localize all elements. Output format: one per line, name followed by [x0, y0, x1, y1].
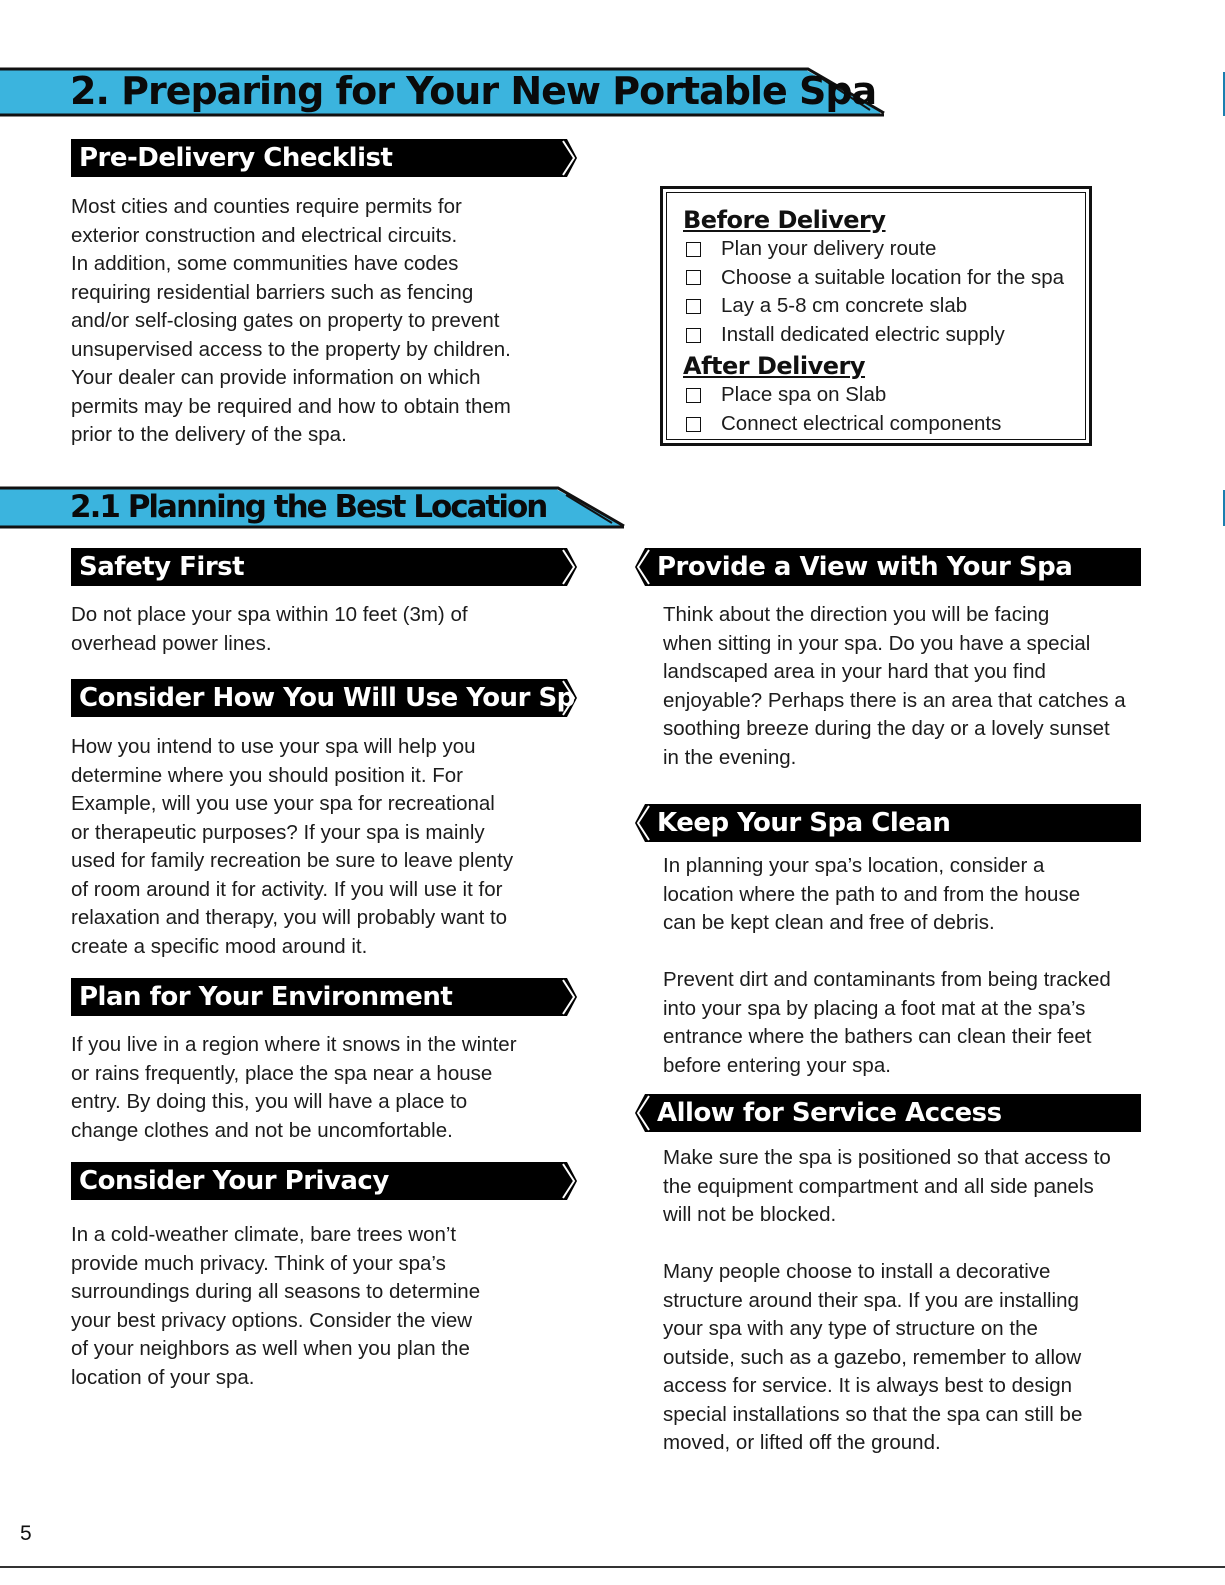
- checklist-item[interactable]: Install dedicated electric supply: [683, 321, 1085, 350]
- environment-text: If you live in a region where it snows in the winter or rains frequently, place the spa near a house entry. By doing this, you will have a place to change clothes and not be uncomfortable.: [71, 1033, 517, 1142]
- delivery-checklist-box: [660, 186, 1092, 446]
- checkbox-icon[interactable]: [686, 417, 701, 432]
- privacy-header: [71, 1162, 581, 1200]
- before-delivery-title: Before Delivery: [683, 206, 886, 234]
- checkbox-icon[interactable]: [686, 270, 701, 285]
- privacy-text: In a cold-weather climate, bare trees won’t provide much privacy. Think of your spa’s surroundings during all seasons to determine your best privacy options. Consider the view of your neighbors as well when you plan the location of your spa.: [71, 1223, 481, 1389]
- subsection-title: 2.1 Planning the Best Location: [70, 489, 547, 525]
- pre-delivery-title: Pre-Delivery Checklist: [79, 143, 393, 173]
- checklist-item[interactable]: Lay a 5-8 cm concrete slab: [683, 292, 1085, 321]
- section-banner: [0, 66, 890, 118]
- environment-title: Plan for Your Environment: [79, 982, 453, 1012]
- view-title: Provide a View with Your Spa: [657, 552, 1073, 582]
- pre-delivery-text: Most cities and counties require permits for exterior construction and electrical circuits. In addition, some communities have codes requiring residential barriers such as fencing and/or self-closing gates on property to prevent unsupervised access to the property by children. Your dealer can provide information on which permits may be required and how to obtain them prior to the delivery of the spa.: [71, 195, 511, 446]
- checkbox-icon[interactable]: [686, 388, 701, 403]
- safety-header: [71, 548, 581, 586]
- clean-title: Keep Your Spa Clean: [657, 808, 951, 838]
- service-title: Allow for Service Access: [657, 1098, 1002, 1128]
- after-delivery-title: After Delivery: [683, 352, 866, 381]
- checklist-item[interactable]: Choose a suitable location for the spa: [683, 264, 1085, 293]
- checkbox-icon[interactable]: [686, 242, 701, 257]
- use-text: How you intend to use your spa will help you determine where you should position it. For Example, will you use your spa for recreational or therapeutic purposes? If your spa is mainly used for family recreation be sure to leave plenty of room around it for activity. If you will use it for relaxation and therapy, you will probably want to create a specific mood around it.: [71, 735, 514, 958]
- checklist-item[interactable]: Plan your delivery route: [683, 235, 1085, 264]
- subsection-banner: [0, 485, 630, 530]
- checkbox-icon[interactable]: [686, 328, 701, 343]
- environment-header: [71, 978, 581, 1016]
- clean-text: In planning your spa’s location, consider a location where the path to and from the house can be kept clean and free of debris. Prevent dirt and contaminants from being tracked into your spa by placing a foot mat at the spa’s entrance where the bathers can clean their feet before entering your spa.: [663, 854, 1111, 1077]
- service-header: [633, 1094, 1141, 1132]
- checkbox-icon[interactable]: [686, 299, 701, 314]
- pre-delivery-header: [71, 139, 581, 177]
- use-title: Consider How You Will Use Your Spa: [79, 683, 592, 713]
- safety-title: Safety First: [79, 552, 245, 582]
- checklist-item[interactable]: Connect electrical components: [683, 410, 1085, 439]
- page-number: 5: [20, 1522, 32, 1545]
- bottom-rule: [0, 1566, 1225, 1568]
- service-text: Make sure the spa is positioned so that access to the equipment compartment and all side panels will not be blocked. Many people choose to install a decorative structure around their spa. If you are installing your spa with any type of structure on the outside, such as a gazebo, remember to allow access for service. It is always best to design special installations so that the spa can still be moved, or lifted off the ground.: [663, 1146, 1111, 1454]
- view-text: Think about the direction you will be facing when sitting in your spa. Do you have a special landscaped area in your hard that you find enjoyable? Perhaps there is an area that catches a soothing breeze during the day or a lovely sunset in the evening.: [663, 603, 1126, 769]
- checklist-item[interactable]: Place spa on Slab: [683, 381, 1085, 410]
- section-title: 2. Preparing for Your New Portable Spa: [70, 69, 877, 113]
- privacy-title: Consider Your Privacy: [79, 1166, 389, 1196]
- view-header: [633, 548, 1141, 586]
- clean-header: [633, 804, 1141, 842]
- safety-text: Do not place your spa within 10 feet (3m) of overhead power lines.: [71, 603, 468, 655]
- use-header: [71, 679, 592, 717]
